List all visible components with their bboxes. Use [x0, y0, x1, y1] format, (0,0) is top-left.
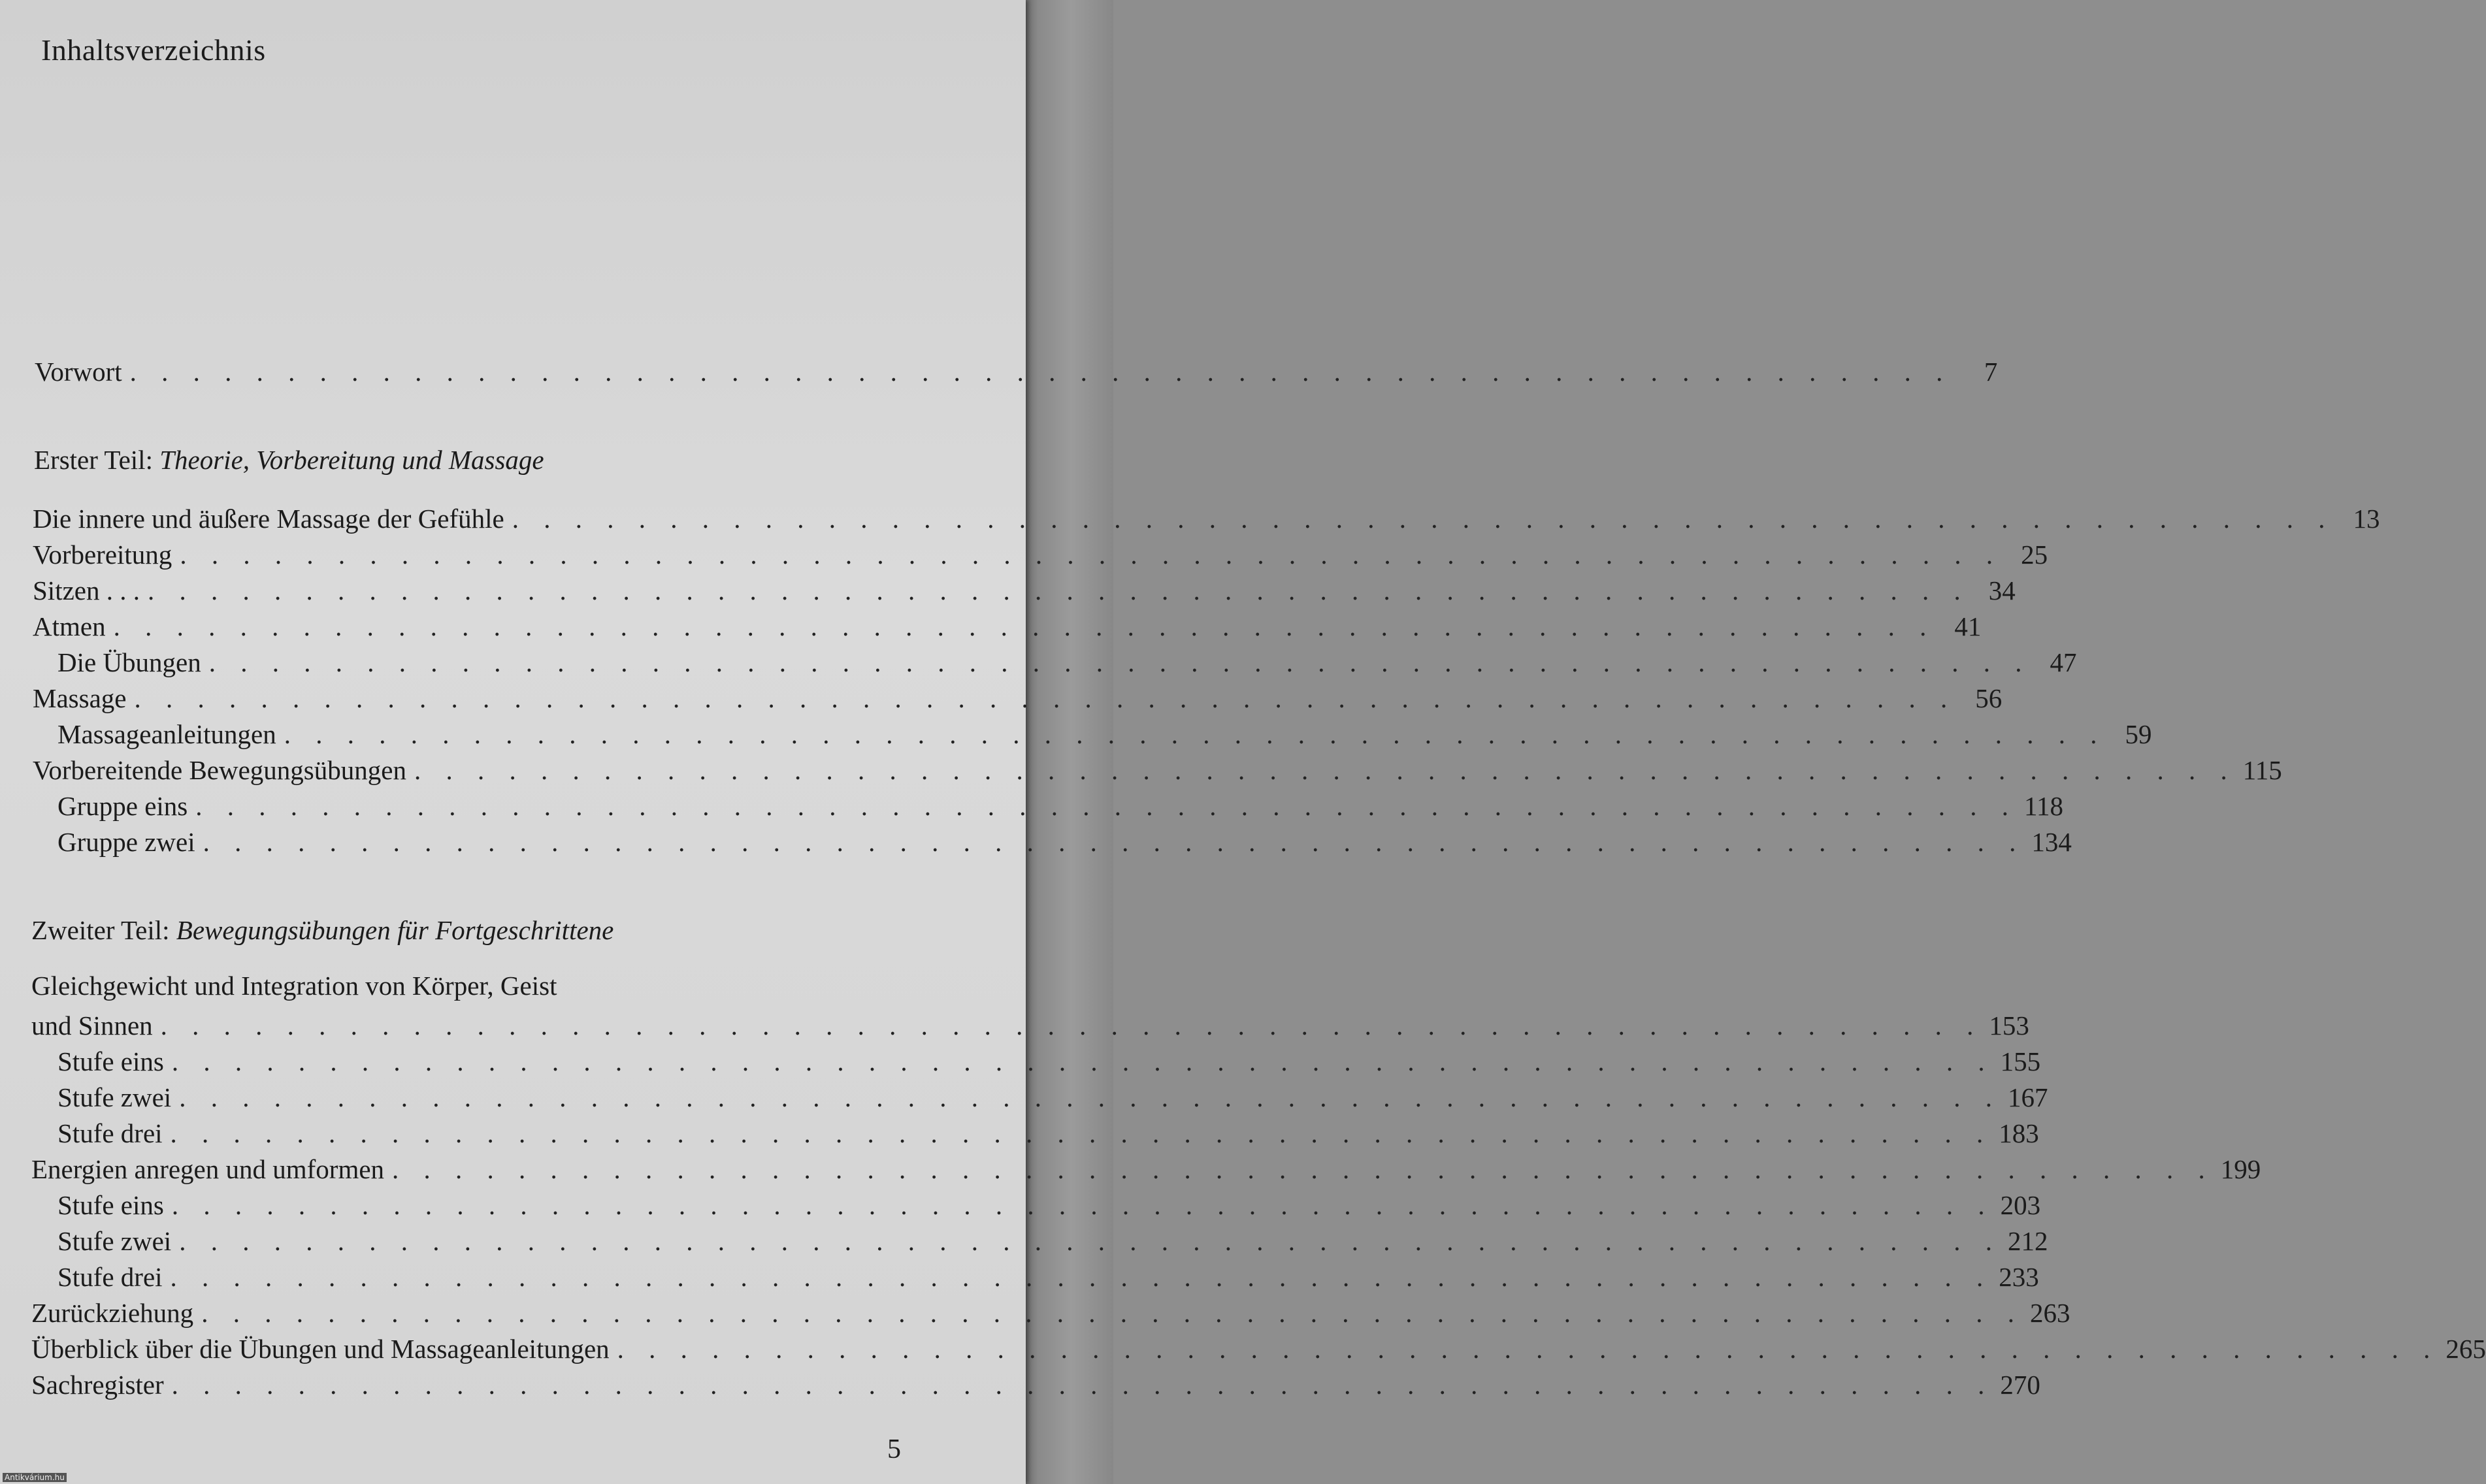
toc-entry-title: Die innere und äußere Massage der Gefühle — [33, 504, 504, 534]
toc-entry-page: 41 — [1954, 611, 1982, 641]
leader-dots: . . . . . . . . . . . . . . . . . . . . . . . . . . . . . . . . . . . . . . . . . . . . . . . . . . . . . . . . . . — [171, 1046, 1994, 1076]
leader-dots: . . . . . . . . . . . . . . . . . . . . . . . . . . . . . . . . . . . . . . . . . . . . . . . . . . . . . . . . . . — [170, 1118, 1993, 1148]
toc-entry-page: 167 — [2007, 1082, 2048, 1112]
toc-entry-title: Energien anregen und umformen — [31, 1154, 385, 1184]
toc-entry — [0, 786, 2064, 822]
toc-entry — [0, 606, 1982, 643]
toc-entry-vorwort — [0, 351, 1998, 388]
leader-dots: . . . . . . . . . . . . . . . . . . . . . . . . . . . . . . . . . . . . . . . . . . . . . . . . . . . . . . . . . . — [160, 1010, 1983, 1040]
toc-entry-page: 118 — [2024, 791, 2064, 821]
page-title: Inhaltsverzeichnis — [41, 33, 266, 67]
toc-entry — [0, 498, 2380, 535]
toc-entry-title: Stufe drei — [57, 1118, 163, 1148]
part-heading-1 — [34, 444, 544, 476]
toc-entry-page: 134 — [2031, 827, 2072, 857]
toc-entry-title: Vorbereitung — [33, 540, 172, 570]
toc-entry — [0, 1293, 2070, 1329]
toc-entry — [0, 1041, 2041, 1078]
toc-entry-page: 265 — [2445, 1334, 2486, 1364]
toc-entry — [0, 1364, 2040, 1401]
leader-dots: . . . . . . . . . . . . . . . . . . . . . . . . . . . . . . . . . . . . . . . . . . . . . . . . . . . . . . . . . . — [392, 1154, 2214, 1184]
toc-entry-title: Stufe drei — [57, 1262, 163, 1292]
toc-entry-title: Die Übungen — [57, 647, 201, 677]
toc-entry — [0, 1005, 2029, 1042]
toc-entry-title: Sachregister — [31, 1370, 164, 1400]
leader-dots: . . . . . . . . . . . . . . . . . . . . . . . . . . . . . . . . . . . . . . . . . . . . . . . . . . . . . . . . . . — [179, 1082, 2001, 1112]
toc-entry-page: 56 — [1975, 683, 2003, 713]
toc-entry-page: 153 — [1989, 1010, 2029, 1040]
part-label: Erster Teil: — [34, 445, 153, 475]
toc-entry-page: 203 — [2000, 1190, 2041, 1220]
toc-entry-page: 13 — [2353, 504, 2380, 534]
toc-entry-first-line: Gleichgewicht und Integration von Körper, Geist — [31, 971, 557, 1001]
toc-entry-title: und Sinnen — [31, 1010, 153, 1040]
leader-dots: . . . . . . . . . . . . . . . . . . . . . . . . . . . . . . . . . . . . . . . . . . . . . . . . . . . . . . . . . . — [208, 647, 2031, 677]
toc-entry — [0, 1185, 2041, 1221]
toc-entry-page: 263 — [2029, 1298, 2070, 1328]
toc-entry-page: 25 — [2021, 540, 2048, 570]
leader-dots: . . . . . . . . . . . . . . . . . . . . . . . . . . . . . . . . . . . . . . . . . . . . . . . . . . . . . . . . . . — [179, 1226, 2001, 1256]
toc-entry-title: Stufe eins — [57, 1046, 164, 1076]
toc-entry-page: 212 — [2007, 1226, 2048, 1256]
toc-entry-page: 199 — [2220, 1154, 2261, 1184]
toc-entry — [0, 1113, 2039, 1150]
toc-entry-title: Atmen — [33, 611, 106, 641]
toc-entry-page: 155 — [2000, 1046, 2041, 1076]
leader-dots: . . . . . . . . . . . . . . . . . . . . . . . . . . . . . . . . . . . . . . . . . . . . . . . . . . . . . . . . . . — [617, 1334, 2440, 1364]
toc-entry — [0, 1221, 2048, 1257]
toc-entry — [0, 678, 2003, 715]
toc-entry — [0, 1149, 2261, 1186]
leader-dots: . . . . . . . . . . . . . . . . . . . . . . . . . . . . . . . . . . . . . . . . . . . . . . . . . . . . . . . . . . — [171, 1190, 1994, 1220]
toc-entry-page: 47 — [2050, 647, 2077, 677]
watermark: Antikvárium.hu — [3, 1473, 67, 1482]
toc-entry-page: 233 — [1999, 1262, 2039, 1292]
toc-entry-title: Überblick über die Übungen und Massageanleitungen — [31, 1334, 610, 1364]
toc-entry-title: Stufe zwei — [57, 1082, 172, 1112]
part-label: Zweiter Teil: — [31, 915, 170, 945]
toc-entry-title: Vorwort — [35, 357, 122, 387]
leader-dots: . . . . . . . . . . . . . . . . . . . . . . . . . . . . . . . . . . . . . . . . . . . . . . . . . . . . . . . . . . — [201, 1298, 2023, 1328]
leader-dots: . . . . . . . . . . . . . . . . . . . . . . . . . . . . . . . . . . . . . . . . . . . . . . . . . . . . . . . . . . — [170, 1262, 1993, 1292]
toc-entry-title: Gruppe zwei — [57, 827, 195, 857]
part-subtitle: Bewegungsübungen für Fortgeschrittene — [176, 915, 614, 945]
toc-entry — [0, 1257, 2039, 1293]
leader-dots: . . . . . . . . . . . . . . . . . . . . . . . . . . . . . . . . . . . . . . . . . . . . . . . . . . . . . . . . . . — [129, 357, 1952, 387]
toc-entry-title: Stufe eins — [57, 1190, 164, 1220]
part-heading-2 — [31, 914, 613, 946]
toc-entry-page: 183 — [1999, 1118, 2039, 1148]
leader-dots: . . . . . . . . . . . . . . . . . . . . . . . . . . . . . . . . . . . . . . . . . . . . . . . . . . . . . . . . . . — [180, 540, 2003, 570]
toc-entry-title: Vorbereitende Bewegungsübungen — [33, 755, 406, 785]
toc-entry-page: 7 — [1984, 357, 1998, 387]
part-subtitle: Theorie, Vorbereitung und Massage — [159, 445, 544, 475]
leader-dots: . . . . . . . . . . . . . . . . . . . . . . . . . . . . . . . . . . . . . . . . . . . . . . . . . . . . . . . . . . — [203, 827, 2025, 857]
toc-entry-title: Zurückziehung — [31, 1298, 194, 1328]
leader-dots: . . . . . . . . . . . . . . . . . . . . . . . . . . . . . . . . . . . . . . . . . . . . . . . . . . . . . . . . . . — [171, 1370, 1994, 1400]
toc-entry — [0, 1329, 2486, 1365]
toc-entry — [0, 642, 2077, 679]
toc-entry — [0, 570, 2016, 607]
toc-entry-title: Gruppe eins — [57, 791, 188, 821]
leader-dots: . . . . . . . . . . . . . . . . . . . . . . . . . . . . . . . . . . . . . . . . . . . . . . . . . . . . . . . . . . — [147, 575, 1970, 605]
toc-entry-title: Massageanleitungen — [57, 719, 276, 749]
toc-entry-page: 115 — [2242, 755, 2282, 785]
toc-entry-page: 34 — [1988, 575, 2016, 605]
toc-entry-title: Massage — [33, 683, 127, 713]
leader-dots: . . . . . . . . . . . . . . . . . . . . . . . . . . . . . . . . . . . . . . . . . . . . . . . . . . . . . . . . . . — [195, 791, 2018, 821]
toc-entry — [0, 714, 2152, 750]
toc-entry — [0, 534, 2048, 571]
toc-entry — [0, 822, 2072, 858]
toc-entry-title: Stufe zwei — [57, 1226, 172, 1256]
toc-entry — [0, 750, 2282, 786]
leader-dots: . . . . . . . . . . . . . . . . . . . . . . . . . . . . . . . . . . . . . . . . . . . . . . . . . . . . . . . . . . — [134, 683, 1957, 713]
toc-entry-page: 59 — [2125, 719, 2152, 749]
page-number: 5 — [887, 1434, 901, 1464]
leader-dots: . . . . . . . . . . . . . . . . . . . . . . . . . . . . . . . . . . . . . . . . . . . . . . . . . . . . . . . . . . — [512, 504, 2334, 534]
toc-entry-title: Sitzen . . . — [33, 575, 140, 605]
leader-dots: . . . . . . . . . . . . . . . . . . . . . . . . . . . . . . . . . . . . . . . . . . . . . . . . . . . . . . . . . . — [414, 755, 2236, 785]
toc-entry-page: 270 — [2000, 1370, 2040, 1400]
leader-dots: . . . . . . . . . . . . . . . . . . . . . . . . . . . . . . . . . . . . . . . . . . . . . . . . . . . . . . . . . . — [113, 611, 1936, 641]
toc-entry — [0, 1077, 2048, 1114]
leader-dots: . . . . . . . . . . . . . . . . . . . . . . . . . . . . . . . . . . . . . . . . . . . . . . . . . . . . . . . . . . — [284, 719, 2106, 749]
